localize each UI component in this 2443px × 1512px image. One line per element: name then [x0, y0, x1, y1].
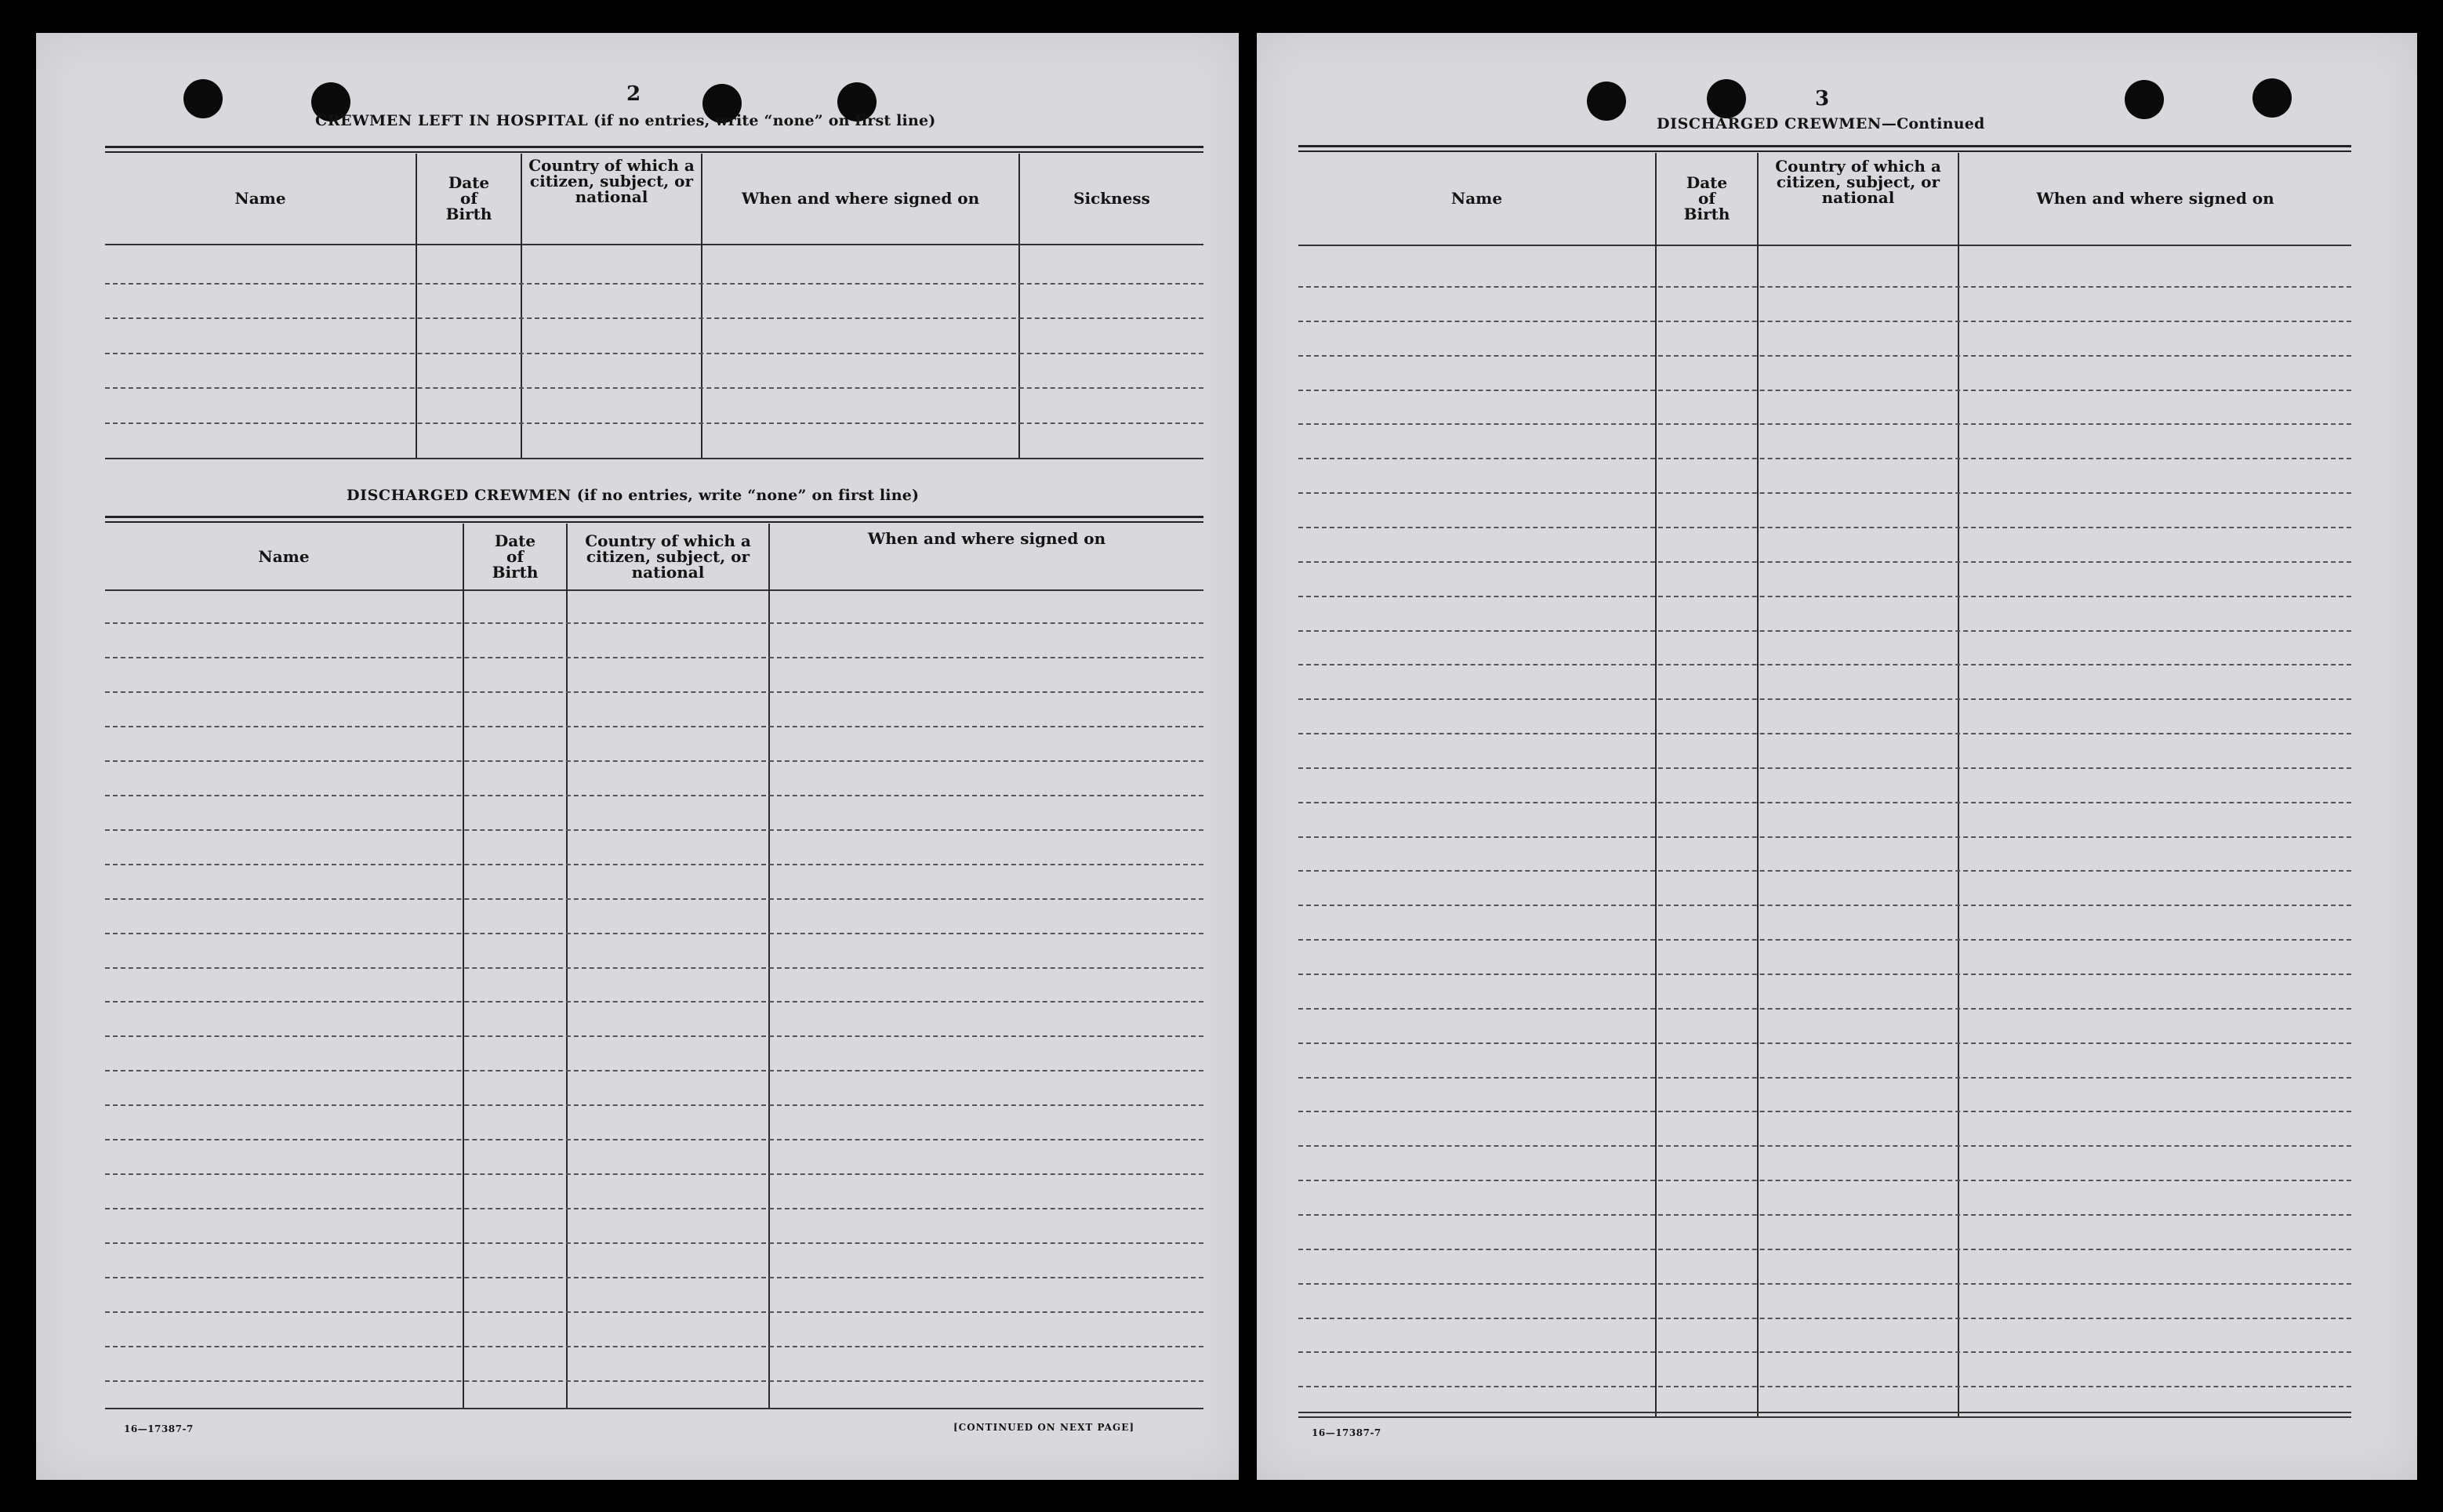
col-header-when-where-signed-on: When and where signed on	[2036, 189, 2274, 208]
entry-line	[105, 387, 1203, 389]
hospital-section-title	[315, 112, 935, 129]
entry-line	[1298, 423, 2351, 425]
col-header-date-of-birth: Date of Birth	[1683, 173, 1730, 223]
entry-line	[1298, 733, 2351, 734]
entry-line	[105, 864, 1203, 865]
top-double-rule	[105, 516, 1203, 523]
column-divider	[1018, 154, 1020, 459]
discharged-title-caps: DISCHARGED CREWMEN	[347, 487, 572, 504]
entry-line	[1298, 527, 2351, 528]
table-bottom-rule	[1298, 1412, 2351, 1413]
entry-line	[1298, 1145, 2351, 1147]
hospital-title-caps: CREWMEN LEFT IN HOSPITAL	[315, 112, 589, 129]
column-divider	[1655, 153, 1657, 1418]
entry-line	[105, 760, 1203, 762]
entry-line	[105, 967, 1203, 969]
entry-line	[1298, 1318, 2351, 1319]
discharged-continued-table	[1298, 145, 2351, 1418]
entry-line	[105, 1173, 1203, 1175]
left-page	[36, 33, 1239, 1480]
top-double-rule	[1298, 145, 2351, 152]
right-page	[1257, 33, 2417, 1480]
discharged-table	[105, 516, 1203, 1409]
col-header-when-where-signed-on: When and where signed on	[867, 529, 1106, 548]
col-header-name: Name	[234, 189, 286, 208]
page-number: 3	[1815, 87, 1830, 111]
form-code: 16—17387-7	[1312, 1427, 1381, 1438]
entry-line	[1298, 1283, 2351, 1285]
entry-line	[1298, 390, 2351, 391]
col-header-when-where-signed-on: When and where signed on	[741, 189, 980, 208]
col-header-date-of-birth: Date of Birth	[492, 531, 539, 582]
discharged-continued-title	[1657, 115, 1985, 132]
col-header-date-of-birth: Date of Birth	[445, 173, 492, 223]
entry-line	[105, 691, 1203, 693]
col-header-sickness: Sickness	[1073, 189, 1150, 208]
entry-line	[105, 1242, 1203, 1244]
entry-line	[1298, 561, 2351, 563]
entry-line	[1298, 1077, 2351, 1079]
entry-line	[105, 1311, 1203, 1313]
table-bottom-rule	[105, 458, 1203, 459]
entry-line	[1298, 836, 2351, 838]
punch-hole	[2252, 78, 2292, 118]
entry-line	[105, 1277, 1203, 1278]
entry-line	[1298, 1180, 2351, 1181]
table-bottom-rule	[105, 1408, 1203, 1409]
entry-line	[1298, 939, 2351, 941]
entry-line	[1298, 1386, 2351, 1387]
entry-line	[1298, 1008, 2351, 1010]
column-divider	[1757, 153, 1759, 1418]
entry-line	[105, 898, 1203, 900]
entry-line	[1298, 321, 2351, 322]
entry-line	[105, 317, 1203, 319]
top-double-rule	[105, 146, 1203, 153]
punch-hole	[1707, 79, 1746, 118]
punch-hole	[1587, 82, 1626, 121]
table-bottom-rule	[1298, 1416, 2351, 1418]
entry-line	[1298, 630, 2351, 632]
header-row	[105, 523, 1203, 591]
entry-line	[1298, 664, 2351, 665]
entry-line	[1298, 905, 2351, 906]
column-divider	[521, 154, 522, 459]
punch-hole	[183, 79, 223, 118]
col-header-country: Country of which a citizen, subject, or national	[1775, 157, 1941, 207]
entry-line	[105, 622, 1203, 624]
entry-line	[1298, 355, 2351, 357]
entry-line	[1298, 698, 2351, 700]
entry-line	[1298, 1214, 2351, 1216]
entry-line	[1298, 870, 2351, 872]
entry-line	[1298, 1111, 2351, 1112]
entry-line	[1298, 1042, 2351, 1044]
column-divider	[416, 154, 417, 459]
hospital-title-note: (if no entries, write “none” on first line)	[588, 112, 936, 129]
header-row	[1298, 152, 2351, 246]
entry-line	[105, 1139, 1203, 1140]
entry-line	[105, 1035, 1203, 1037]
col-header-country: Country of which a citizen, subject, or national	[528, 156, 695, 206]
entry-line	[105, 726, 1203, 727]
entry-line	[1298, 974, 2351, 975]
entry-line	[105, 1104, 1203, 1106]
entry-line	[105, 1070, 1203, 1071]
discharged-continued-caps: DISCHARGED CREWMEN	[1657, 115, 1882, 132]
entry-line	[1298, 286, 2351, 288]
entry-line	[1298, 596, 2351, 597]
discharged-continued-suffix: —Continued	[1881, 115, 1985, 132]
col-header-country: Country of which a citizen, subject, or national	[585, 531, 751, 582]
form-code: 16—17387-7	[124, 1423, 194, 1434]
entry-line	[1298, 1351, 2351, 1353]
entry-line	[105, 353, 1203, 354]
discharged-title-note: (if no entries, write “none” on first line)	[571, 487, 920, 504]
entry-line	[105, 657, 1203, 658]
entry-line	[105, 283, 1203, 285]
punch-hole	[2125, 80, 2164, 119]
entry-line	[105, 1208, 1203, 1209]
continued-note: [CONTINUED ON NEXT PAGE]	[953, 1422, 1135, 1433]
col-header-name: Name	[1450, 189, 1503, 208]
hospital-table	[105, 146, 1203, 459]
entry-line	[105, 933, 1203, 934]
entry-line	[105, 829, 1203, 831]
column-divider	[1958, 153, 1959, 1418]
entry-line	[1298, 1249, 2351, 1250]
page-number: 2	[626, 82, 641, 106]
entry-line	[105, 795, 1203, 796]
entry-line	[105, 422, 1203, 424]
col-header-name: Name	[258, 546, 310, 566]
entry-line	[1298, 802, 2351, 803]
entry-line	[105, 1001, 1203, 1003]
entry-line	[1298, 458, 2351, 459]
discharged-section-title	[347, 487, 919, 504]
entry-line	[1298, 767, 2351, 769]
header-row	[105, 153, 1203, 245]
entry-line	[1298, 492, 2351, 494]
column-divider	[701, 154, 702, 459]
entry-line	[105, 1380, 1203, 1382]
entry-line	[105, 1346, 1203, 1347]
